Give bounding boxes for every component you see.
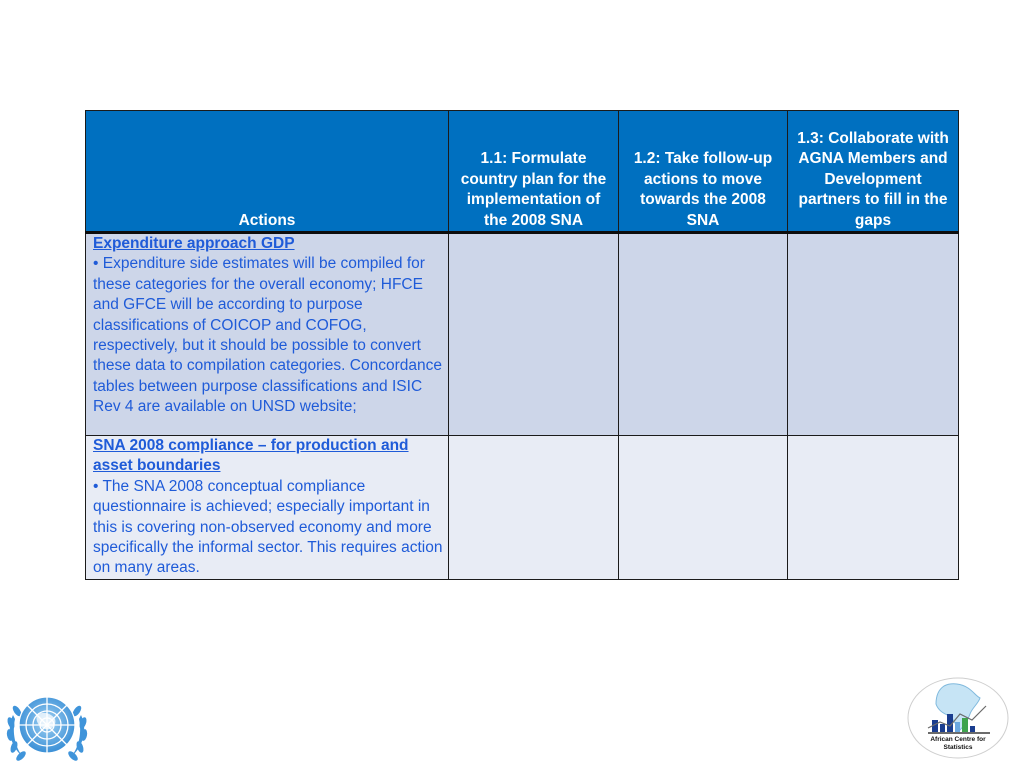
cell-1-2	[619, 233, 788, 436]
un-emblem-icon	[3, 685, 91, 765]
table-row	[86, 436, 959, 580]
action-cell	[86, 436, 449, 580]
actions-table	[85, 110, 959, 580]
header-follow-up-actions: 1.2: Take follow-up actions to move towards the 2008 SNA	[619, 111, 788, 233]
action-cell	[86, 233, 449, 436]
cell-1-3	[788, 233, 959, 436]
action-title: SNA 2008 compliance – for production and asset boundaries	[93, 437, 409, 475]
header-formulate-plan: 1.1: Formulate country plan for the implementation of the 2008 SNA	[449, 111, 619, 233]
table-row	[86, 233, 959, 436]
action-description: Expenditure side estimates will be compiled for these categories for the overall economy; HFCE and GFCE will be according to purpose classifications of COICOP and COFOG, respectively, but it should be possible to convert these data to compilation categories. Concordance tables between purpose classifications and ISIC Rev 4 are available on UNSD website;	[93, 255, 442, 416]
cell-1-2	[619, 436, 788, 580]
bullet-icon: •	[93, 255, 103, 273]
bullet-icon: •	[93, 477, 103, 495]
cell-1-1	[449, 436, 619, 580]
cell-1-1	[449, 233, 619, 436]
cell-1-3	[788, 436, 959, 580]
header-collaborate: 1.3: Collaborate with AGNA Members and Development partners to fill in the gaps	[788, 111, 959, 233]
action-description: The SNA 2008 conceptual compliance questionnaire is achieved; especially important in this is covering non-observed economy and more specifically the informal sector. This requires action on many areas.	[93, 477, 443, 577]
african-centre-for-statistics-logo	[906, 676, 1010, 760]
table-header-row	[86, 111, 959, 233]
logo-text-line1: African Centre for	[930, 736, 986, 743]
header-actions: Actions	[86, 111, 449, 233]
logo-text-line2: Statistics	[943, 744, 973, 751]
action-title: Expenditure approach GDP	[93, 235, 295, 252]
